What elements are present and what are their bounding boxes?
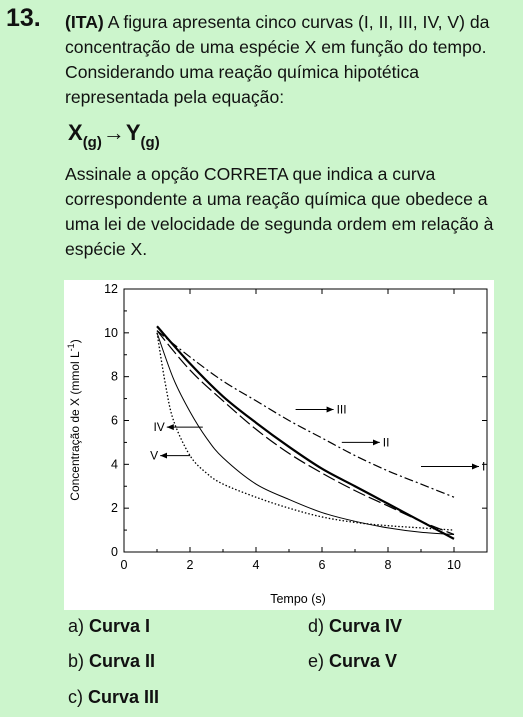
option-e[interactable]: e) Curva V xyxy=(308,651,398,671)
option-a[interactable]: a) Curva I xyxy=(68,616,151,636)
y-tick-label: 10 xyxy=(104,325,118,340)
x-tick-label: 2 xyxy=(186,558,194,572)
annotation-IV: IV xyxy=(153,420,165,435)
annotation-I: I xyxy=(482,459,486,474)
option-c[interactable]: c) Curva III xyxy=(68,687,160,707)
question-source: (ITA) xyxy=(65,12,104,32)
y-tick-label: 8 xyxy=(111,369,118,384)
y-tick-label: 6 xyxy=(111,413,118,428)
reaction-arrow: → xyxy=(102,120,125,145)
reaction-equation xyxy=(68,118,160,158)
question-stem xyxy=(65,10,520,110)
annotation-V: V xyxy=(150,448,159,463)
y-tick-label: 4 xyxy=(111,457,118,472)
y-axis-label: Concentração de X (mmol $L^{-1}$) xyxy=(66,339,82,501)
curve-IV xyxy=(157,333,454,535)
option-b[interactable]: b) Curva II xyxy=(68,651,156,671)
chart-svg xyxy=(64,280,494,610)
curve-III xyxy=(157,326,454,539)
concentration-chart xyxy=(64,280,494,610)
x-tick-label: 8 xyxy=(384,558,392,572)
option-d[interactable]: d) Curva IV xyxy=(308,616,403,636)
curve-II xyxy=(157,331,454,535)
x-tick-label: 10 xyxy=(447,558,461,572)
question-prompt: Assinale a opção CORRETA que indica a curva correspondente a uma reação química que obedece a uma lei de velocidade de segunda ordem em relação à espécie X. xyxy=(65,164,494,259)
annotation-III: III xyxy=(336,402,347,417)
x-tick-label: 4 xyxy=(252,558,260,572)
y-tick-label: 2 xyxy=(111,501,118,516)
question-stem-text: A figura apresenta cinco curvas (I, II, III, IV, V) da concentração de uma espécie X em função do tempo. Considerando uma reação química hipotética representada pela equação: xyxy=(65,12,490,107)
y-tick-label: 12 xyxy=(104,282,118,296)
x-axis-label: Tempo (s) xyxy=(270,592,326,606)
x-tick-label: 6 xyxy=(318,558,326,572)
product: Y xyxy=(125,120,141,145)
annotation-II: II xyxy=(382,435,390,450)
curve-I xyxy=(157,331,454,498)
reactant: X xyxy=(68,120,83,145)
x-tick-label: 0 xyxy=(120,558,128,572)
y-tick-label: 0 xyxy=(111,545,118,559)
question-number: 13. xyxy=(6,4,41,32)
product-state: (g) xyxy=(140,134,160,151)
reactant-state: (g) xyxy=(82,134,102,151)
